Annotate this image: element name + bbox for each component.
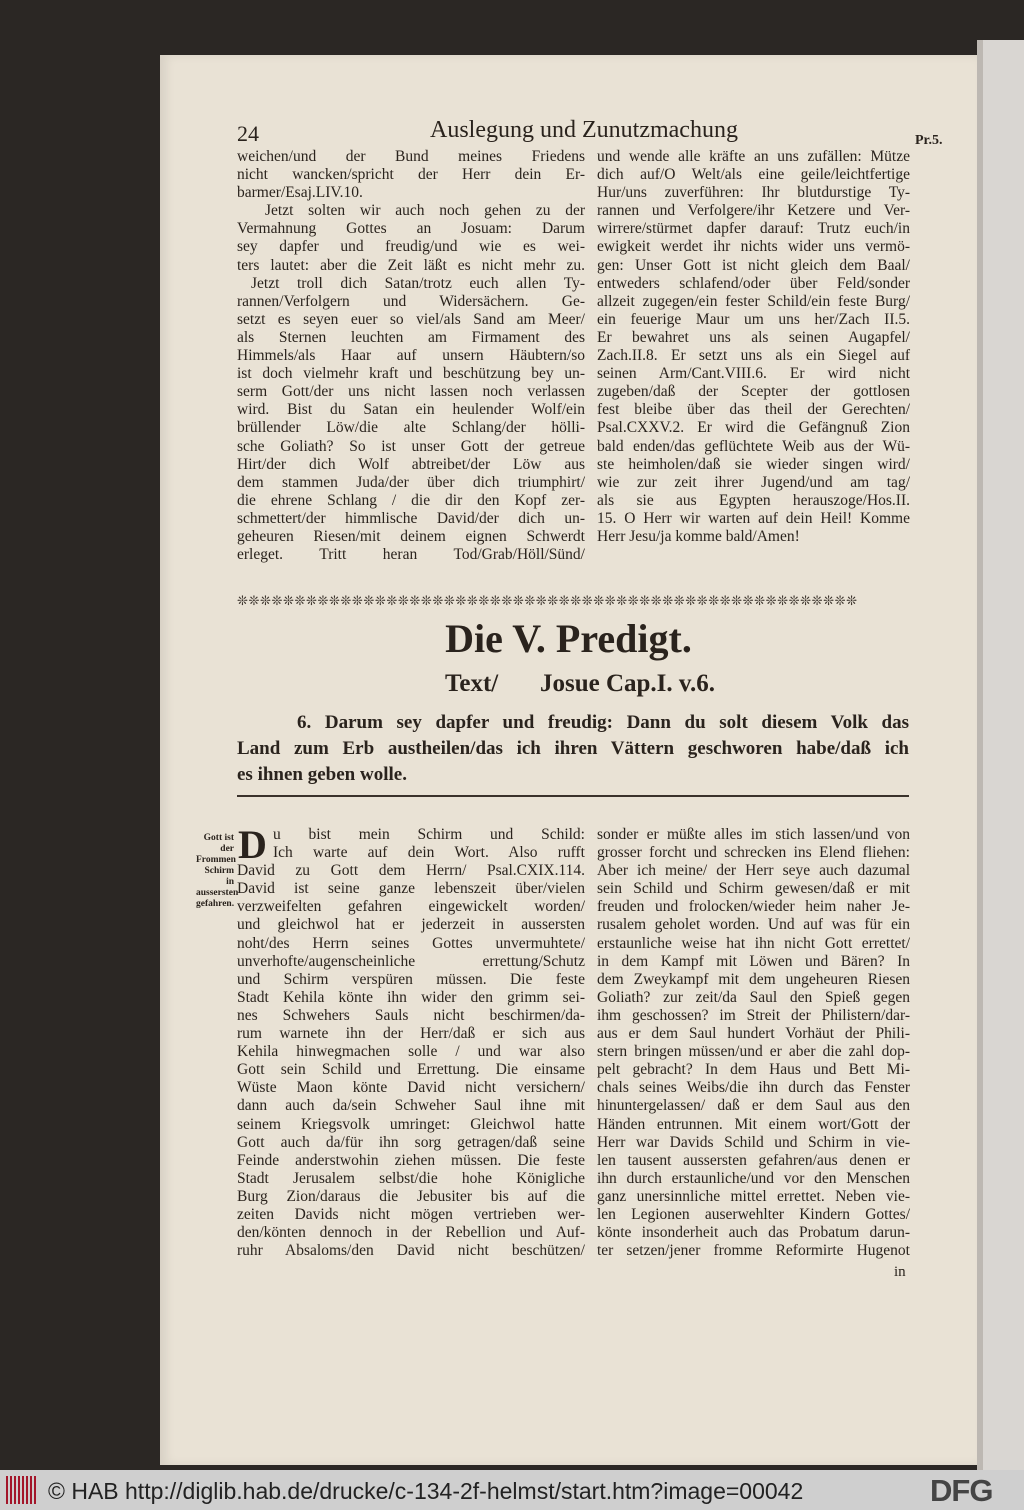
text-line: erstaunliche weise hat ihn nicht Gott errettet/ [597,934,910,952]
top-right-column [597,148,910,546]
text-line: bald enden/das geflüchtete Weib aus der Wü- [597,437,910,455]
text-line: den/könten dennoch in der Rebellion und Auf- [237,1224,585,1242]
text-line: ter setzen/jener fromme Reformirte Hugenot [597,1242,910,1260]
text-line: entweders schlafend/oder über Feld/sonder [597,274,910,292]
text-line: ist doch vielmehr kraft und beschützung bey un- [237,365,585,383]
text-line: Händen entrunnen. Mit einem wort/Gott der [597,1115,910,1133]
margin-note-line: aussersten [196,888,239,898]
scripture-verse [237,710,909,788]
text-line: sey dapfer und freudig/und wie es wei- [237,238,585,256]
book-page [160,55,977,1465]
text-line: dich auf/O Welt/als eine geile/leichtfertige [597,166,910,184]
text-line: weichen/und der Bund meines Friedens [237,148,585,165]
text-line: Feinde anderstwohin ziehen müssen. Die feste [237,1151,585,1169]
text-line: zeiten Davids nicht mögen vertrieben wer- [237,1205,585,1223]
verse-line: 6. Darum sey dapfer und freudig: Dann du solt diesem Volk das [297,712,909,733]
bottom-left-column [237,822,585,1260]
text-line: seinen Arm/Cant.VIII.6. Er wird nicht [597,365,910,383]
text-line: fest bleibe über das theil der Gerechten/ [597,401,910,419]
text-line: wird. Bist du Satan ein heulender Wolf/ein [237,401,585,419]
text-line: Hirt/der dich Wolf abtreibet/der Löw aus [237,455,585,473]
text-line: rannen und Verfolgere/ihr Ketzere und Ver- [597,202,910,220]
text-line: allzeit zugegen/ein fester Schild/ein feste Burg/ [597,292,910,310]
text-line: sche Goliath? So ist unser Gott der getreue [237,437,585,455]
text-line: len tausent aussersten gefahren/aus denen er [597,1151,910,1169]
text-line: David zu Gott dem Herrn/ Psal.CXIX.114. [237,862,585,880]
text-line: wie zur zeit ihrer Jugend/und am tag/ [597,473,910,491]
running-title: Auslegung und Zunutzmachung [430,117,738,143]
text-line: Aber ich meine/ der Herr seye auch dazumal [597,862,910,880]
text-line: chals seines Weibs/die ihn durch das Fenster [597,1079,910,1097]
margin-note-line: der Frommen [196,844,236,865]
text-line: len Legionen auserwehlter Kindern Gottes/ [597,1205,910,1223]
hab-logo-icon [6,1476,36,1504]
text-line: Jetzt troll dich Satan/trotz euch allen Ty- [251,274,585,292]
text-reference: Josue Cap.I. v.6. [540,670,716,697]
text-line: Psal.CXXV.2. Er wird die Gefängnuß Zion [597,419,910,437]
text-line: ewigkeit werdet ihr nichts wider uns vermö- [597,238,910,256]
text-line: Herr Jesu/ja komme bald/Amen! [597,527,800,545]
top-left-column [237,148,585,564]
text-line: ihn durch erstaunliche/und vor den Menschen [597,1169,910,1187]
footer-bar [0,1470,1024,1510]
text-line: rusalem geholet worden. Und auf was für ein [597,916,910,934]
text-line: Vermahnung Gottes an Josuam: Darum [237,220,585,238]
text-line: sonder er müßte alles im stich lassen/und von [597,826,910,843]
text-line: und wende alle kräfte an uns zufällen: Mütze [597,148,910,165]
text-line: dem Zweykampf mit dem ungeheuren Riesen [597,970,910,988]
text-line: aus er dem Saul hundert Vorhäut der Phili- [597,1025,910,1043]
text-line: dem stammen Juda/der über dich triumphirt/ [237,473,585,491]
text-line: ste heimholen/daß sie wieder singen wird/ [597,455,910,473]
text-line: und gleichwol hat er jederzeit in aussersten [237,916,585,934]
text-line: Gott sein Schild und Errettung. Die einsame [237,1061,585,1079]
text-line: könte insonderheit auch das Probatum darun- [597,1224,910,1242]
text-line: grosser forcht und schrecken ins Elend fliehen: [597,844,910,862]
text-line: stern bringen müssen/und er aber die zahl dop- [597,1043,910,1061]
text-line: dann auch da/sein Schweher Saul ihne mit [237,1097,585,1115]
verse-line: es ihnen geben wolle. [237,764,407,785]
margin-note-line: gefahren. [196,899,235,909]
catchword: in [894,1264,906,1280]
text-line: gen: Unser Gott ist nicht gleich dem Baal/ [597,256,910,274]
text-line: als sie aus Egypten herauszoge/Hos.II. [597,491,910,509]
margin-note-line: Schirm in [204,866,234,887]
text-line: unverhofte/augenscheinliche errettung/Schutz [237,952,585,970]
text-line: pelt gebracht? In dem Haus und Bett Mi- [597,1061,910,1079]
text-line: die ehrene Schlang / die dir den Kopf zer- [237,491,585,509]
text-line: ters lautet: aber die Zeit läßt es nicht mehr zu. [237,256,585,274]
text-line: und Schirm verspüren müssen. Die feste [237,970,585,988]
dfg-logo: DFG [930,1473,993,1508]
text-line: ganz unersinnliche mittel errettet. Neben vie- [597,1187,910,1205]
sermon-ref: Pr.5. [915,133,943,148]
text-line: in dem Kampf mit Löwen und Bären? In [597,952,910,970]
drop-cap: D [238,822,267,867]
text-label: Text/ [445,670,499,697]
text-line: Hur/uns zuverführen: Ihr blutdurstige Ty- [597,184,910,202]
text-line: seinem Kriegsvolk umringet: Gleichwol hatte [237,1115,585,1133]
bottom-right-column [597,826,910,1260]
text-line: freuden und frolocken/wieder heim naher Je- [597,898,910,916]
text-line: nicht wancken/spricht der Herr dein Er- [237,166,585,184]
text-line: zugeben/daß der Scepter der gottlosen [597,383,910,401]
text-line: brüllender Löw/die alte Schlang/der hölli- [237,419,585,437]
text-line: erleget. Tritt heran Tod/Grab/Höll/Sünd/ [237,546,585,564]
text-line: nes Schwehers Sauls nicht beschirmen/da- [237,1006,585,1024]
text-line: serm Gott/der uns nicht lassen noch verlassen [237,383,585,401]
text-line: Kehila hinwegmachen solle / und war also [237,1043,585,1061]
text-line: rum warnete ihn der Herr/daß er sich aus [237,1025,585,1043]
text-line: als Sternen leuchten am Firmament des [237,328,585,346]
text-line: Burg Zion/daraus die Jebusiter bis auf die [237,1187,585,1205]
text-line: sein Schild und Schirm gewesen/daß er mit [597,880,910,898]
text-line: 15. O Herr wir warten auf dein Heil! Komme [597,509,910,527]
text-line: setzt es seyen euer so viel/als Sand am Meer/ [237,310,585,328]
text-line: Stadt Jerusalem selbst/die hohe Königliche [237,1169,585,1187]
text-line: verzweifelten gefahren eingewickelt worden/ [237,898,585,916]
text-line: David ist seine ganze lebenszeit über/vielen [237,880,585,898]
text-line: ruhr Absaloms/den David nicht beschützen/ [237,1242,585,1260]
text-line: Goliath? zur zeit/da Saul den Spieß gegen [597,988,910,1006]
text-line: rannen/Verfolgern und Widersächern. Ge- [237,292,585,310]
text-line: u bist mein Schirm und Schild: [273,826,585,843]
text-line: Wüste Maon könte David nicht versichern/ [237,1079,585,1097]
text-line: Gott auch da/für ihn sorg getragen/daß seine [237,1133,585,1151]
text-line: Herr war Davids Schild und Schirm in vie- [597,1133,910,1151]
text-line: Zach.II.8. Er setzt uns als ein Siegel auf [597,347,910,365]
copyright-link[interactable]: © HAB http://diglib.hab.de/drucke/c-134-2f-helmst/start.htm?image=00042 [48,1478,804,1504]
text-line: hinuntergelassen/ daß er dem Saul aus den [597,1097,910,1115]
text-line: Er bewahret uns als seinen Augapfel/ [597,328,910,346]
text-line: schmettert/der himmlische David/der dich un- [237,509,585,527]
text-line: Stadt Kehila könte ihn wider den grimm sei- [237,988,585,1006]
text-line: wirrere/stürmet dapfer darauf: Trutz euch/in [597,220,910,238]
margin-note-line: Gott ist [203,833,234,843]
text-line: barmer/Esaj.LIV.10. [237,184,363,202]
next-page-edge [977,40,1024,1470]
text-line: Ich warte auf dein Wort. Also rufft [273,844,585,862]
verse-line: Land zum Erb austheilen/das ich ihren Vättern geschworen habe/daß ich [237,738,909,759]
sermon-title: Die V. Predigt. [445,616,692,661]
text-line: geheuren Riesen/mit deinem eignen Schwerdt [237,527,585,545]
text-line: ein feuerige Maur um uns her/Zach II.5. [597,310,910,328]
divider-rule [237,795,909,797]
margin-note [196,833,239,910]
text-line: Jetzt solten wir auch noch gehen zu der [265,202,585,220]
text-line: Himmels/als Haar auf unsern Häubtern/so [237,347,585,365]
page-number: 24 [237,121,259,146]
ornamental-divider: ❊❊❊❊❊❊❊❊❊❊❊❊❊❊❊❊❊❊❊❊❊❊❊❊❊❊❊❊❊❊❊❊❊❊❊❊❊❊❊❊❊❊❊❊❊❊❊❊❊❊❊❊❊❊ [237,593,858,607]
text-line: ihm geschossen? im Streit der Philistern/dar- [597,1006,910,1024]
text-line: noht/des Herrn seines Gottes unvermuhtete/ [237,934,585,952]
